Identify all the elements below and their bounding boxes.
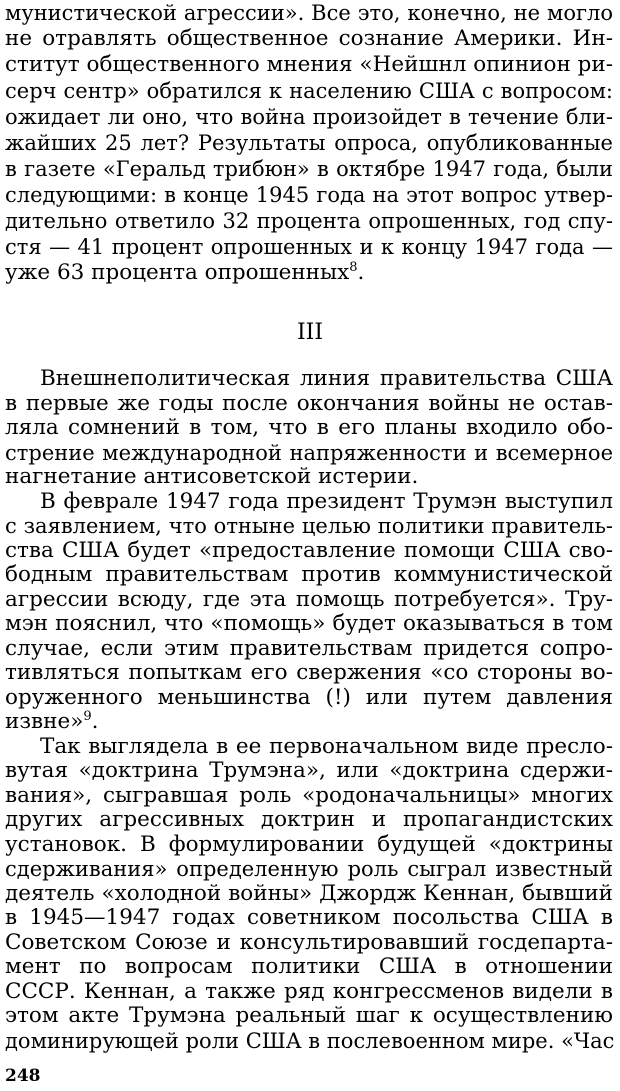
line-text: не отравлять общественное сознание Америки. Ин- [5, 26, 613, 51]
line-text: тивляться попыткам его свержения «со стороны во- [5, 660, 613, 685]
line-text: Советском Союзе и консультировавший госдепарта- [5, 929, 613, 955]
text-line [5, 52, 613, 78]
line-text: оруженного меньшинства (!) или путем давления [5, 684, 613, 710]
text-line [5, 26, 613, 52]
line-text: установок. В формулировании будущей «доктрины [5, 831, 613, 857]
line-text: дительно ответило 32 процента опрошенных, год спу- [5, 209, 613, 233]
line-text: СССР. Кеннан, а также ряд конгрессменов видели в [5, 978, 613, 1004]
line-text: Внешнеполитическая линия правительства США [40, 366, 613, 391]
line-text: ства США будет «предоставление помощи США сво- [5, 537, 613, 563]
line-text: случае, если этим правительствам придется сопро- [5, 635, 613, 661]
line-text: в первые же годы после окончания войны не остав- [5, 390, 613, 416]
text-line [5, 440, 613, 466]
text-line [5, 685, 613, 711]
text-line [5, 78, 613, 104]
line-text: мунистической агрессии». Все это, конечно, не могло [5, 1, 613, 25]
text-line [5, 1028, 613, 1054]
line-text: жайших 25 лет? Результаты опроса, опубликованные [5, 131, 613, 155]
line-text: бодным правительствам против коммунистической [5, 562, 613, 587]
line-text: ститут общественного мнения «Нейшнл опинион ри- [5, 52, 613, 77]
line-text: Так выглядела в ее первоначальном виде пресло- [40, 733, 613, 759]
line-text: уже 63 процента опрошенных [5, 260, 350, 285]
line-text: вания», сыгравшая роль «родоначальницы» многих [5, 782, 613, 808]
line-text: в газете «Геральд трибюн» в октябре 1947 года, были [5, 157, 613, 181]
line-text: агрессии всюду, где эта помощь потребуется». Тру- [5, 586, 613, 612]
line-text: стя — 41 процент опрошенных и к концу 1947 года — [5, 235, 613, 259]
line-text: с заявлением, что отныне целью политики правитель- [5, 514, 613, 538]
text-line [5, 182, 613, 208]
line-text: нагнетание антисоветской истерии. [5, 464, 419, 489]
text-line [5, 832, 613, 858]
text-line [5, 954, 613, 980]
page-number: 248 [5, 1066, 41, 1086]
text-line [5, 636, 613, 662]
line-text: В феврале 1947 года президент Трумэн выступил [40, 488, 613, 514]
footnote-marker: 9 [83, 708, 92, 724]
text-line [5, 709, 613, 735]
text-line [40, 366, 613, 392]
text-line [5, 130, 613, 156]
line-text: извне» [5, 709, 84, 734]
text-line [5, 234, 613, 260]
text-line [5, 881, 613, 907]
text-line [5, 156, 613, 182]
text-line [40, 489, 613, 515]
section-heading: III [296, 320, 324, 345]
line-text: других агрессивных доктрин и пропагандистских [5, 807, 613, 832]
line-text: сдерживания» определенную роль сыграл известный [5, 857, 613, 881]
line-text: ожидает ли оно, что война произойдет в течение бли- [5, 105, 613, 129]
line-tail: . [91, 709, 99, 734]
line-text: серч сентр» обратился к населению США с вопросом: [5, 79, 613, 103]
text-line [5, 587, 613, 613]
text-line [5, 660, 613, 686]
text-line [5, 513, 613, 539]
text-line [5, 905, 613, 931]
line-text: вутая «доктрина Трумэна», или «доктрина сдержи- [5, 758, 613, 783]
line-text: этом акте Трумэна реальный шаг к осуществлению [5, 1003, 613, 1028]
text-line [5, 930, 613, 956]
footnote-marker: 8 [349, 259, 358, 275]
line-text: мэн пояснил, что «помощь» будет оказываться в том [5, 611, 613, 636]
line-text: в 1945—1947 годах советником посольства США в [5, 905, 613, 930]
text-line [5, 758, 613, 784]
line-text: стрение международной напряженности и всемерное [5, 440, 613, 465]
text-line [5, 415, 613, 441]
line-tail: . [357, 260, 365, 285]
text-line [5, 208, 613, 234]
line-text: ляла сомнений в том, что в его планы входило обо- [5, 415, 613, 440]
text-line [40, 734, 613, 760]
text-line [5, 391, 613, 417]
text-line [5, 856, 613, 882]
text-line [5, 538, 613, 564]
text-line [5, 0, 613, 26]
text-line [5, 807, 613, 833]
text-line [5, 260, 613, 286]
text-line [5, 562, 613, 588]
text-line [5, 1003, 613, 1029]
text-line [5, 783, 613, 809]
text-line [5, 611, 613, 637]
line-text: мент по вопросам политики США в отношении [5, 954, 613, 979]
text-line [5, 464, 613, 490]
text-line [5, 104, 613, 130]
line-text: следующими: в конце 1945 года на этот вопрос утвер- [5, 183, 613, 207]
line-text: деятель «холодной войны» Джордж Кеннан, бывший [5, 880, 613, 906]
text-line [5, 979, 613, 1005]
line-text: доминирующей роли США в послевоенном мире. «Час [5, 1028, 615, 1053]
